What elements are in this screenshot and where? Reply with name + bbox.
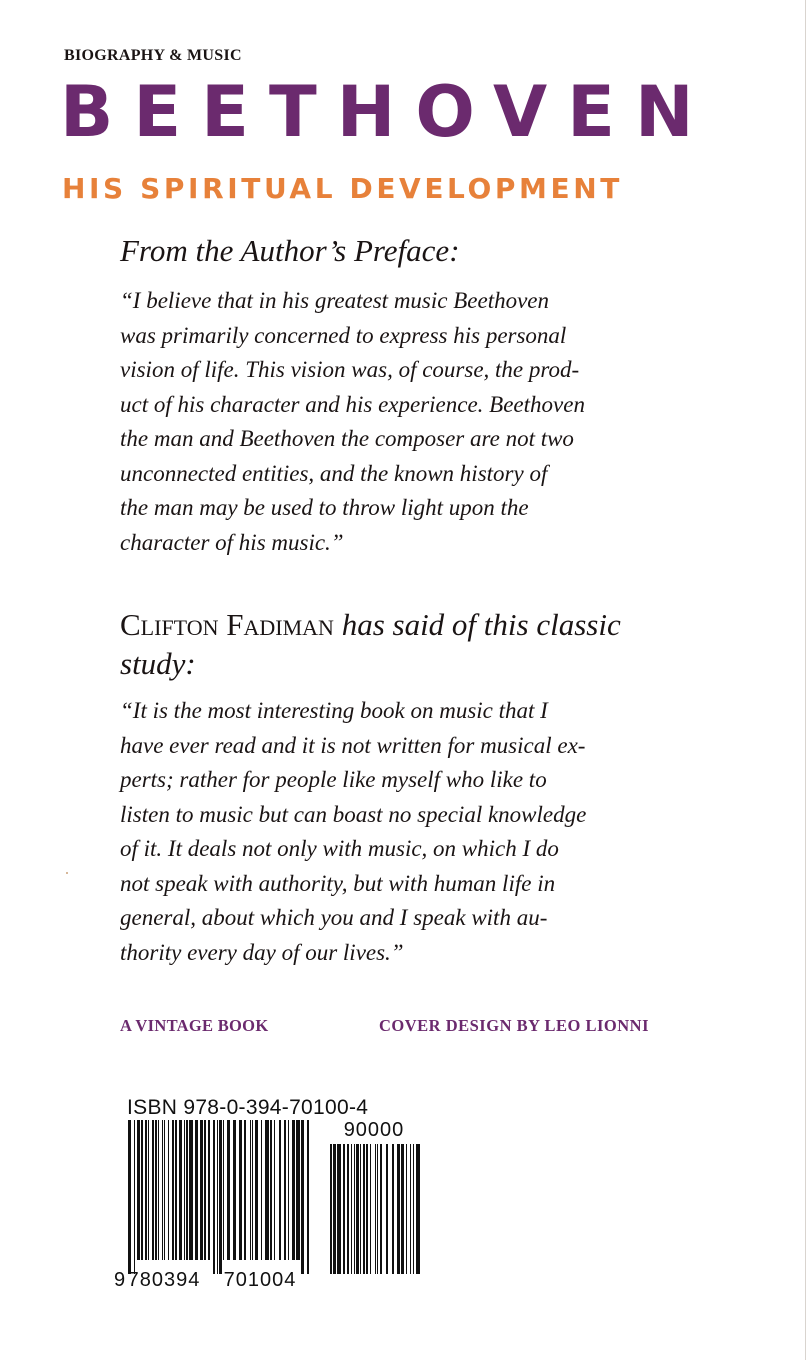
barcode-bar (204, 1120, 206, 1260)
page-edge (805, 0, 806, 1360)
barcode-bar (279, 1120, 281, 1260)
barcode-bar (343, 1144, 345, 1274)
fadiman-quote-line: have ever read and it is not written for musical ex- (120, 732, 586, 758)
barcode-bar (217, 1120, 218, 1274)
preface-heading: From the Author’s Preface: (120, 233, 460, 268)
barcode-bar (401, 1144, 404, 1274)
barcode-bar (333, 1144, 336, 1274)
barcode (112, 1120, 432, 1290)
barcode-bar (386, 1144, 388, 1274)
barcode-bar (397, 1144, 400, 1274)
barcode-bar (179, 1120, 182, 1260)
barcode-bar (208, 1120, 210, 1260)
barcode-bar (252, 1120, 253, 1260)
barcode-bar (274, 1120, 275, 1260)
barcode-bar (250, 1120, 251, 1260)
barcode-bar (360, 1144, 361, 1274)
fadiman-quote-line: perts; rather for people like myself who like to (120, 767, 547, 792)
preface-quote-line: was primarily concerned to express his personal (120, 322, 567, 348)
barcode-price-code: 90000 (343, 1120, 405, 1141)
barcode-bar (128, 1120, 131, 1274)
category-label: BIOGRAPHY & MUSIC (64, 47, 242, 64)
barcode-bar (288, 1120, 289, 1260)
barcode-bar (223, 1120, 224, 1260)
barcode-bar (152, 1120, 154, 1260)
barcode-first-digit: 9 (114, 1269, 126, 1290)
barcode-bar (141, 1120, 143, 1260)
barcode-bar (261, 1120, 262, 1260)
barcode-bar (354, 1144, 355, 1274)
barcode-bar (392, 1144, 394, 1274)
barcode-bar (270, 1120, 272, 1260)
barcode-bar (172, 1120, 174, 1260)
barcode-bar (155, 1120, 157, 1260)
barcode-bar (330, 1144, 332, 1274)
preface-quote-line: vision of life. This vision was, of course, the prod- (120, 357, 580, 382)
barcode-bar (296, 1120, 300, 1260)
book-subtitle: HIS SPIRITUAL DEVELOPMENT (62, 172, 623, 205)
book-title: BEETHOVEN (60, 71, 714, 153)
barcode-bar (292, 1120, 295, 1260)
print-speck (66, 872, 68, 874)
cover-credit: COVER DESIGN BY LEO LIONNI (379, 1016, 650, 1035)
barcode-bar (380, 1144, 382, 1274)
barcode-bar (200, 1120, 203, 1260)
barcode-bar (137, 1120, 140, 1260)
barcode-bar (413, 1144, 414, 1274)
barcode-left-group: 780394 (127, 1269, 201, 1290)
barcode-bar (375, 1144, 376, 1274)
barcode-bar (184, 1120, 185, 1260)
fadiman-heading-rest: has said of this classic (333, 607, 621, 642)
barcode-bar (134, 1120, 135, 1274)
preface-quote-line: character of his music.” (120, 529, 344, 555)
preface-quote-line: uct of his character and his experience. Beethoven (120, 391, 585, 417)
barcode-bar (168, 1120, 169, 1260)
fadiman-quote-line: not speak with authority, but with human life in (120, 870, 556, 896)
barcode-bar (148, 1120, 149, 1260)
fadiman-name: Clifton Fadiman (120, 607, 334, 642)
fadiman-quote-line: of it. It deals not only with music, on which I do (120, 836, 559, 861)
barcode-bar (416, 1144, 420, 1274)
barcode-bar (307, 1120, 309, 1274)
barcode-addon-bars (330, 1144, 420, 1274)
barcode-bar (301, 1120, 304, 1274)
barcode-bar (213, 1120, 215, 1274)
preface-quote-line: unconnected entities, and the known history of (120, 460, 548, 486)
barcode-bar (255, 1120, 258, 1260)
barcode-bar (356, 1144, 359, 1274)
barcode-bar (337, 1144, 341, 1274)
barcode-bar (162, 1120, 163, 1260)
barcode-bar (351, 1144, 352, 1274)
fadiman-quote-line: “It is the most interesting book on music that I (120, 698, 548, 723)
isbn-label: ISBN 978-0-394-70100-4 (127, 1096, 369, 1119)
barcode-bar (175, 1120, 177, 1260)
barcode-bar (145, 1120, 147, 1260)
barcode-bar (186, 1120, 188, 1260)
barcode-bar (233, 1120, 236, 1260)
fadiman-quote-line: listen to music but can boast no special knowledge (120, 801, 587, 827)
barcode-bar (265, 1120, 269, 1260)
barcode-bar (377, 1144, 378, 1274)
fadiman-heading-line2: study: (120, 646, 196, 681)
preface-quote (120, 284, 690, 560)
barcode-bar (164, 1120, 165, 1260)
barcode-bar (189, 1120, 193, 1260)
barcode-bar (195, 1120, 198, 1260)
preface-quote-line: the man may be used to throw light upon the (120, 495, 529, 520)
barcode-bar (284, 1120, 286, 1260)
fadiman-quote-line: general, about which you and I speak with au- (120, 905, 548, 930)
barcode-bar (366, 1144, 368, 1274)
barcode-bar (363, 1144, 365, 1274)
barcode-bar (410, 1144, 411, 1274)
barcode-bar (370, 1144, 371, 1274)
barcode-right-group: 701004 (223, 1269, 297, 1290)
barcode-bar (244, 1120, 246, 1260)
barcode-bar (239, 1120, 242, 1260)
publisher-label: A VINTAGE BOOK (120, 1016, 269, 1035)
barcode-bar (219, 1120, 222, 1274)
fadiman-heading (120, 606, 621, 644)
preface-quote-line: the man and Beethoven the composer are not two (120, 426, 574, 451)
preface-quote-line: “I believe that in his greatest music Beethoven (120, 288, 550, 313)
barcode-bar (158, 1120, 159, 1260)
fadiman-quote (120, 694, 690, 970)
barcode-bar (406, 1144, 407, 1274)
barcode-bar (347, 1144, 349, 1274)
barcode-bar (227, 1120, 230, 1260)
fadiman-quote-line: thority every day of our lives.” (120, 939, 404, 965)
